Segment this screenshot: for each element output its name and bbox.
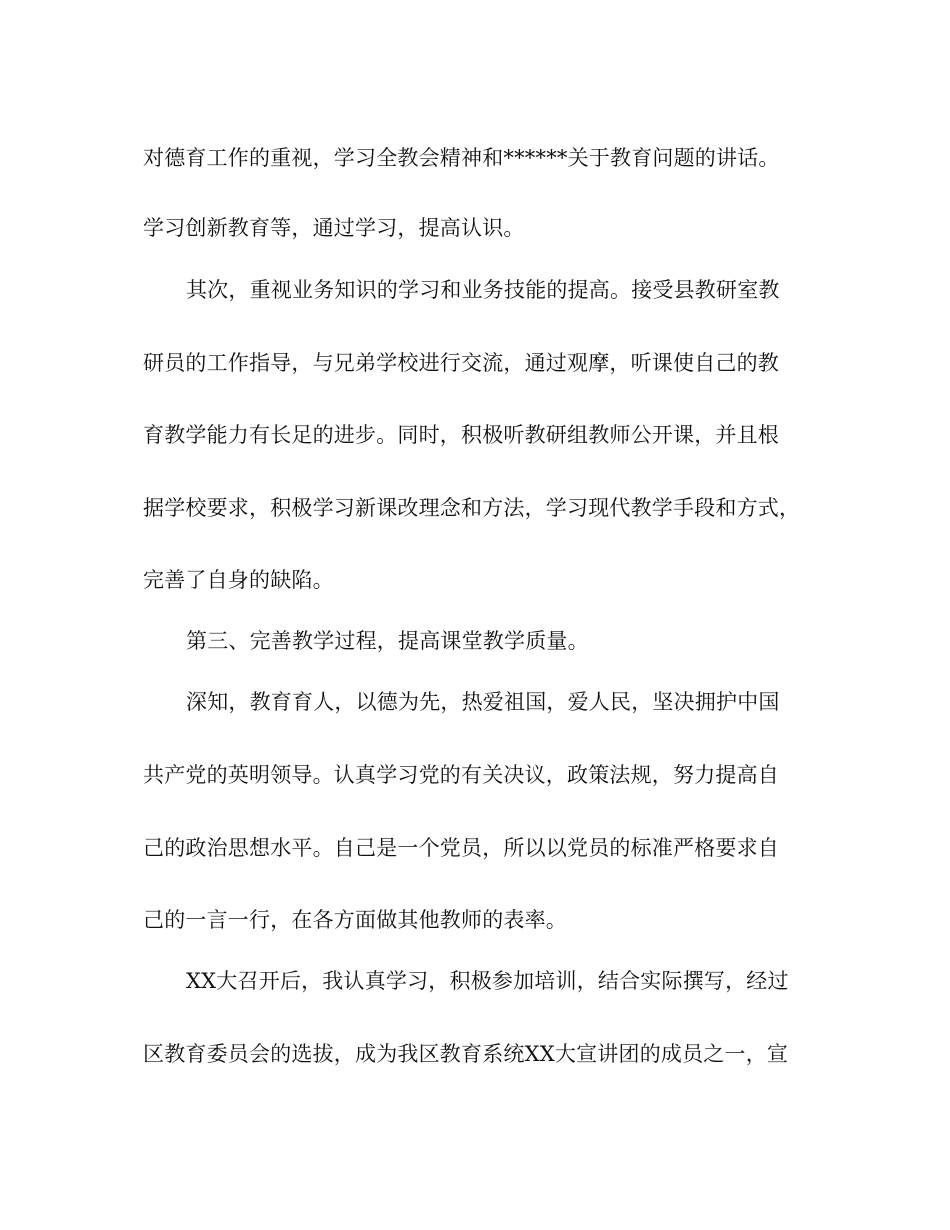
text-line: 育教学能力有长足的进步。同时，积极听教研组教师公开课，并且根 — [143, 423, 779, 447]
text-line: 对德育工作的重视，学习全教会精神和******关于教育问题的讲话。 — [143, 146, 780, 170]
text-line: 据学校要求，积极学习新课改理念和方法，学习现代教学手段和方式， — [143, 496, 801, 520]
text-line: 学习创新教育等，通过学习，提高认识。 — [143, 216, 525, 240]
paragraph-first-line: 其次，重视业务知识的学习和业务技能的提高。接受县教研室教 — [186, 278, 780, 302]
text-line: 共产党的英明领导。认真学习党的有关决议，政策法规，努力提高自 — [143, 763, 779, 787]
text-line: 区教育委员会的选拔，成为我区教育系统XX大宣讲团的成员之一，宣 — [143, 1042, 789, 1066]
text-line: 研员的工作指导，与兄弟学校进行交流，通过观摩，听课使自己的教 — [143, 351, 779, 375]
text-line: 己的一言一行，在各方面做其他教师的表率。 — [143, 908, 567, 932]
paragraph-first-line: 深知，教育育人，以德为先，热爱祖国，爱人民，坚决拥护中国 — [186, 690, 780, 714]
section-heading: 第三、完善教学过程，提高课堂教学质量。 — [186, 629, 589, 653]
text-line: 完善了自身的缺陷。 — [143, 568, 334, 592]
text-line: 己的政治思想水平。自己是一个党员，所以以党员的标准严格要求自 — [143, 836, 779, 860]
paragraph-first-line: XX大召开后，我认真学习，积极参加培训，结合实际撰写，经过 — [186, 969, 789, 993]
